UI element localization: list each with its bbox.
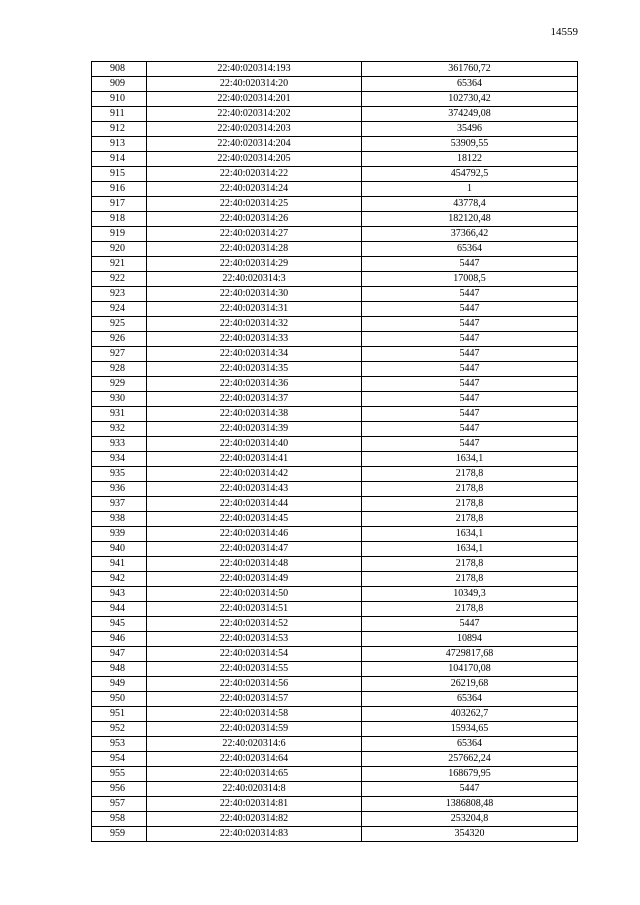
table-row (92, 452, 578, 467)
row-number-cell: 929 (92, 377, 147, 392)
cadastral-number-cell: 22:40:020314:43 (147, 482, 362, 497)
value-cell: 1634,1 (362, 452, 578, 467)
value-cell: 5447 (362, 257, 578, 272)
row-number-cell: 915 (92, 167, 147, 182)
row-number-cell: 933 (92, 437, 147, 452)
table-row (92, 557, 578, 572)
table-row (92, 182, 578, 197)
table-row (92, 812, 578, 827)
value-cell: 4729817,68 (362, 647, 578, 662)
row-number-cell: 932 (92, 422, 147, 437)
cadastral-number-cell: 22:40:020314:44 (147, 497, 362, 512)
row-number-cell: 941 (92, 557, 147, 572)
cadastral-number-cell: 22:40:020314:20 (147, 77, 362, 92)
row-number-cell: 910 (92, 92, 147, 107)
table-row (92, 647, 578, 662)
table-row (92, 677, 578, 692)
cadastral-number-cell: 22:40:020314:34 (147, 347, 362, 362)
cadastral-number-cell: 22:40:020314:55 (147, 662, 362, 677)
table-row (92, 512, 578, 527)
row-number-cell: 935 (92, 467, 147, 482)
row-number-cell: 954 (92, 752, 147, 767)
cadastral-number-cell: 22:40:020314:22 (147, 167, 362, 182)
cadastral-number-cell: 22:40:020314:201 (147, 92, 362, 107)
row-number-cell: 909 (92, 77, 147, 92)
row-number-cell: 911 (92, 107, 147, 122)
value-cell: 1634,1 (362, 527, 578, 542)
table-row (92, 332, 578, 347)
cadastral-number-cell: 22:40:020314:42 (147, 467, 362, 482)
cadastral-number-cell: 22:40:020314:65 (147, 767, 362, 782)
value-cell: 1634,1 (362, 542, 578, 557)
table-row (92, 527, 578, 542)
cadastral-number-cell: 22:40:020314:205 (147, 152, 362, 167)
value-cell: 5447 (362, 407, 578, 422)
row-number-cell: 943 (92, 587, 147, 602)
cadastral-number-cell: 22:40:020314:54 (147, 647, 362, 662)
table-row (92, 212, 578, 227)
row-number-cell: 950 (92, 692, 147, 707)
value-cell: 403262,7 (362, 707, 578, 722)
row-number-cell: 940 (92, 542, 147, 557)
table-row (92, 437, 578, 452)
table-row (92, 347, 578, 362)
value-cell: 5447 (362, 362, 578, 377)
value-cell: 35496 (362, 122, 578, 137)
value-cell: 354320 (362, 827, 578, 842)
cadastral-number-cell: 22:40:020314:49 (147, 572, 362, 587)
cadastral-number-cell: 22:40:020314:25 (147, 197, 362, 212)
value-cell: 454792,5 (362, 167, 578, 182)
value-cell: 1 (362, 182, 578, 197)
cadastral-number-cell: 22:40:020314:81 (147, 797, 362, 812)
value-cell: 2178,8 (362, 497, 578, 512)
value-cell: 5447 (362, 302, 578, 317)
cadastral-number-cell: 22:40:020314:28 (147, 242, 362, 257)
value-cell: 5447 (362, 287, 578, 302)
value-cell: 5447 (362, 437, 578, 452)
value-cell: 18122 (362, 152, 578, 167)
row-number-cell: 956 (92, 782, 147, 797)
value-cell: 37366,42 (362, 227, 578, 242)
value-cell: 26219,68 (362, 677, 578, 692)
table-row (92, 77, 578, 92)
table-row (92, 377, 578, 392)
cadastral-number-cell: 22:40:020314:24 (147, 182, 362, 197)
value-cell: 53909,55 (362, 137, 578, 152)
row-number-cell: 942 (92, 572, 147, 587)
cadastral-number-cell: 22:40:020314:39 (147, 422, 362, 437)
value-cell: 2178,8 (362, 467, 578, 482)
row-number-cell: 959 (92, 827, 147, 842)
value-cell: 5447 (362, 392, 578, 407)
cadastral-number-cell: 22:40:020314:45 (147, 512, 362, 527)
row-number-cell: 931 (92, 407, 147, 422)
cadastral-number-cell: 22:40:020314:29 (147, 257, 362, 272)
row-number-cell: 946 (92, 632, 147, 647)
table-row (92, 152, 578, 167)
table-row (92, 542, 578, 557)
value-cell: 2178,8 (362, 572, 578, 587)
cadastral-value-table (91, 61, 578, 842)
table-row (92, 497, 578, 512)
cadastral-number-cell: 22:40:020314:26 (147, 212, 362, 227)
value-cell: 5447 (362, 347, 578, 362)
row-number-cell: 922 (92, 272, 147, 287)
cadastral-number-cell: 22:40:020314:33 (147, 332, 362, 347)
table-row (92, 752, 578, 767)
table-row (92, 242, 578, 257)
value-cell: 15934,65 (362, 722, 578, 737)
table-row (92, 587, 578, 602)
row-number-cell: 955 (92, 767, 147, 782)
table-row (92, 782, 578, 797)
table-row (92, 707, 578, 722)
table-row (92, 227, 578, 242)
value-cell: 17008,5 (362, 272, 578, 287)
cadastral-number-cell: 22:40:020314:64 (147, 752, 362, 767)
value-cell: 361760,72 (362, 62, 578, 77)
cadastral-number-cell: 22:40:020314:38 (147, 407, 362, 422)
row-number-cell: 934 (92, 452, 147, 467)
cadastral-number-cell: 22:40:020314:83 (147, 827, 362, 842)
row-number-cell: 945 (92, 617, 147, 632)
cadastral-number-cell: 22:40:020314:193 (147, 62, 362, 77)
cadastral-number-cell: 22:40:020314:30 (147, 287, 362, 302)
value-cell: 65364 (362, 692, 578, 707)
value-cell: 10894 (362, 632, 578, 647)
table-row (92, 662, 578, 677)
row-number-cell: 927 (92, 347, 147, 362)
cadastral-number-cell: 22:40:020314:40 (147, 437, 362, 452)
row-number-cell: 923 (92, 287, 147, 302)
row-number-cell: 921 (92, 257, 147, 272)
cadastral-number-cell: 22:40:020314:47 (147, 542, 362, 557)
value-cell: 5447 (362, 782, 578, 797)
table-row (92, 467, 578, 482)
cadastral-number-cell: 22:40:020314:204 (147, 137, 362, 152)
row-number-cell: 914 (92, 152, 147, 167)
row-number-cell: 952 (92, 722, 147, 737)
row-number-cell: 937 (92, 497, 147, 512)
row-number-cell: 908 (92, 62, 147, 77)
cadastral-number-cell: 22:40:020314:52 (147, 617, 362, 632)
row-number-cell: 944 (92, 602, 147, 617)
value-cell: 2178,8 (362, 512, 578, 527)
table-row (92, 737, 578, 752)
value-cell: 2178,8 (362, 602, 578, 617)
row-number-cell: 916 (92, 182, 147, 197)
row-number-cell: 918 (92, 212, 147, 227)
cadastral-number-cell: 22:40:020314:53 (147, 632, 362, 647)
row-number-cell: 912 (92, 122, 147, 137)
table-row (92, 362, 578, 377)
table-row (92, 632, 578, 647)
cadastral-number-cell: 22:40:020314:3 (147, 272, 362, 287)
page-number: 14559 (550, 26, 578, 38)
value-cell: 5447 (362, 422, 578, 437)
table-row (92, 92, 578, 107)
cadastral-number-cell: 22:40:020314:32 (147, 317, 362, 332)
table-row (92, 62, 578, 77)
row-number-cell: 938 (92, 512, 147, 527)
cadastral-number-cell: 22:40:020314:57 (147, 692, 362, 707)
row-number-cell: 953 (92, 737, 147, 752)
table-row (92, 572, 578, 587)
table-row (92, 797, 578, 812)
row-number-cell: 948 (92, 662, 147, 677)
cadastral-number-cell: 22:40:020314:35 (147, 362, 362, 377)
value-cell: 10349,3 (362, 587, 578, 602)
table-body (92, 62, 578, 842)
value-cell: 102730,42 (362, 92, 578, 107)
cadastral-number-cell: 22:40:020314:50 (147, 587, 362, 602)
row-number-cell: 957 (92, 797, 147, 812)
value-cell: 5447 (362, 317, 578, 332)
cadastral-number-cell: 22:40:020314:46 (147, 527, 362, 542)
cadastral-number-cell: 22:40:020314:31 (147, 302, 362, 317)
table-row (92, 602, 578, 617)
value-cell: 374249,08 (362, 107, 578, 122)
value-cell: 5447 (362, 332, 578, 347)
row-number-cell: 949 (92, 677, 147, 692)
cadastral-number-cell: 22:40:020314:58 (147, 707, 362, 722)
table-row (92, 302, 578, 317)
cadastral-number-cell: 22:40:020314:8 (147, 782, 362, 797)
row-number-cell: 926 (92, 332, 147, 347)
table-row (92, 107, 578, 122)
value-cell: 65364 (362, 737, 578, 752)
value-cell: 257662,24 (362, 752, 578, 767)
table-row (92, 722, 578, 737)
table-row (92, 272, 578, 287)
value-cell: 168679,95 (362, 767, 578, 782)
table-row (92, 122, 578, 137)
table-row (92, 317, 578, 332)
cadastral-number-cell: 22:40:020314:41 (147, 452, 362, 467)
table-row (92, 482, 578, 497)
table-row (92, 137, 578, 152)
row-number-cell: 951 (92, 707, 147, 722)
table-row (92, 617, 578, 632)
table-row (92, 692, 578, 707)
cadastral-number-cell: 22:40:020314:6 (147, 737, 362, 752)
value-cell: 182120,48 (362, 212, 578, 227)
table-row (92, 197, 578, 212)
row-number-cell: 924 (92, 302, 147, 317)
row-number-cell: 919 (92, 227, 147, 242)
cadastral-number-cell: 22:40:020314:82 (147, 812, 362, 827)
value-cell: 5447 (362, 617, 578, 632)
value-cell: 253204,8 (362, 812, 578, 827)
row-number-cell: 947 (92, 647, 147, 662)
table-row (92, 827, 578, 842)
table-row (92, 407, 578, 422)
row-number-cell: 939 (92, 527, 147, 542)
value-cell: 104170,08 (362, 662, 578, 677)
value-cell: 65364 (362, 242, 578, 257)
row-number-cell: 930 (92, 392, 147, 407)
value-cell: 5447 (362, 377, 578, 392)
cadastral-number-cell: 22:40:020314:59 (147, 722, 362, 737)
table-row (92, 422, 578, 437)
row-number-cell: 928 (92, 362, 147, 377)
cadastral-number-cell: 22:40:020314:51 (147, 602, 362, 617)
row-number-cell: 925 (92, 317, 147, 332)
value-cell: 1386808,48 (362, 797, 578, 812)
cadastral-number-cell: 22:40:020314:56 (147, 677, 362, 692)
cadastral-number-cell: 22:40:020314:36 (147, 377, 362, 392)
cadastral-number-cell: 22:40:020314:37 (147, 392, 362, 407)
cadastral-number-cell: 22:40:020314:27 (147, 227, 362, 242)
value-cell: 43778,4 (362, 197, 578, 212)
cadastral-number-cell: 22:40:020314:48 (147, 557, 362, 572)
row-number-cell: 913 (92, 137, 147, 152)
value-cell: 65364 (362, 77, 578, 92)
row-number-cell: 917 (92, 197, 147, 212)
table-row (92, 287, 578, 302)
cadastral-number-cell: 22:40:020314:203 (147, 122, 362, 137)
table-row (92, 767, 578, 782)
table-row (92, 167, 578, 182)
row-number-cell: 958 (92, 812, 147, 827)
value-cell: 2178,8 (362, 557, 578, 572)
cadastral-number-cell: 22:40:020314:202 (147, 107, 362, 122)
table-row (92, 392, 578, 407)
row-number-cell: 920 (92, 242, 147, 257)
table-row (92, 257, 578, 272)
value-cell: 2178,8 (362, 482, 578, 497)
row-number-cell: 936 (92, 482, 147, 497)
